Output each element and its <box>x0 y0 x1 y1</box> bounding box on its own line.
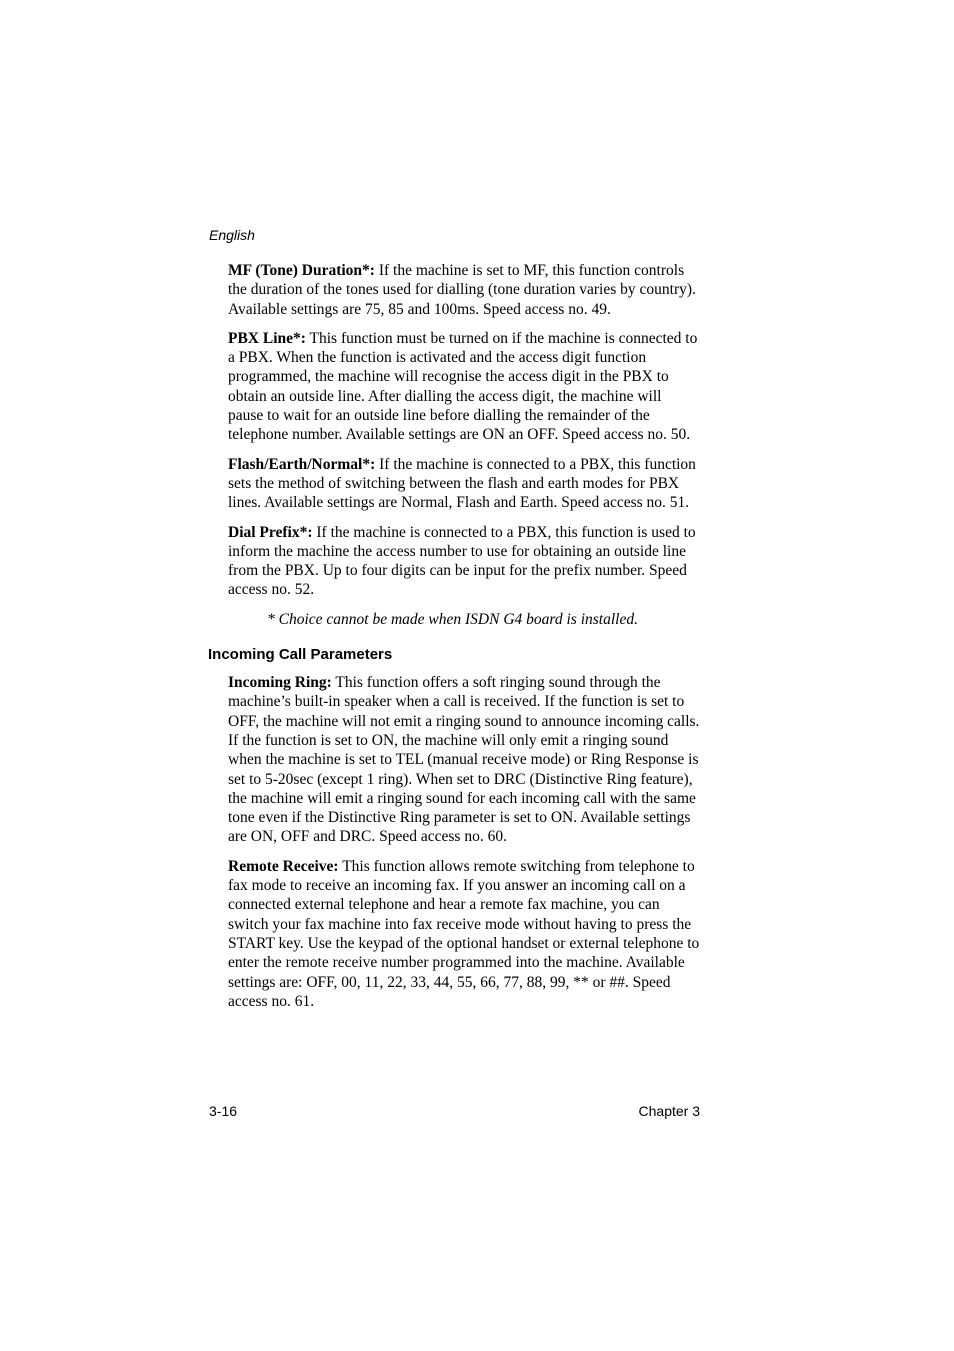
paragraph-dial-prefix <box>228 523 700 600</box>
footer-page-number: 3-16 <box>209 1103 238 1119</box>
header-language: English <box>209 227 255 243</box>
desc-pbx-line: This function must be turned on if the machine is connected to a PBX. When the function is activated and the access digit function programmed, the machine will recognise the access digit in the PBX to obtain an outside line. After dialling the access digit, the machine will pause to wait for an outside line before dialling the remainder of the telephone number. Available settings are ON an OFF. Speed access no. 50. <box>228 329 698 444</box>
main-content <box>208 261 700 1021</box>
section-heading-incoming-call: Incoming Call Parameters <box>208 646 393 664</box>
paragraph-incoming-ring <box>228 673 700 847</box>
desc-dial-prefix: If the machine is connected to a PBX, this function is used to inform the machine the access number to use for obtaining an outside line from the PBX. Up to four digits can be input for the prefix number. Speed access no. 52. <box>228 523 696 599</box>
desc-incoming-ring: This function offers a soft ringing sound through the machine’s built-in speaker when a call is received. If the function is set to OFF, the machine will not emit a ringing sound to announce incoming calls. If the function is set to ON, the machine will only emit a ringing sound when the machine is set to TEL (manual receive mode) or Ring Response is set to 5-20sec (except 1 ring). When set to DRC (Distinctive Ring feature), the machine will emit a ringing sound for each incoming call with the same tone even if the Distinctive Ring parameter is set to ON. Available settings are ON, OFF and DRC. Speed access no. 60. <box>228 674 700 846</box>
paragraph-remote-receive <box>228 857 700 1011</box>
desc-flash-earth-normal: If the machine is connected to a PBX, this function sets the method of switching between the flash and earth modes for PBX lines. Available settings are Normal, Flash and Earth. Speed access no. 51. <box>228 455 696 512</box>
term-mf-tone-duration: MF (Tone) Duration*: <box>228 262 375 279</box>
isdn-note: * Choice cannot be made when ISDN G4 board is installed. <box>267 610 638 628</box>
term-flash-earth-normal: Flash/Earth/Normal*: <box>228 455 376 473</box>
paragraph-mf-tone-duration <box>228 261 700 319</box>
term-remote-receive: Remote Receive: <box>228 857 339 875</box>
term-pbx-line: PBX Line*: <box>228 329 306 347</box>
desc-remote-receive: This function allows remote switching from telephone to fax mode to receive an incoming fax. If you answer an incoming call on a connected external telephone and hear a remote fax machine, you can switch your fax machine into fax receive mode without having to press the START key. Use the keypad of the optional handset or external telephone to enter the remote receive number programmed into the machine. Available settings are: OFF, 00, 11, 22, 33, 44, 55, 66, 77, 88, 99, ** or ##. Speed access no. 61. <box>228 857 700 1010</box>
footer-chapter: Chapter 3 <box>638 1103 700 1119</box>
term-dial-prefix: Dial Prefix*: <box>228 523 313 541</box>
paragraph-pbx-line <box>228 329 700 445</box>
term-incoming-ring: Incoming Ring: <box>228 674 332 692</box>
desc-mf-tone-duration: If the machine is set to MF, this function controls the duration of the tones used for dialling (tone duration varies by country). Available settings are 75, 85 and 100ms. Speed access no. 49. <box>228 262 696 318</box>
paragraph-flash-earth-normal <box>228 455 700 513</box>
